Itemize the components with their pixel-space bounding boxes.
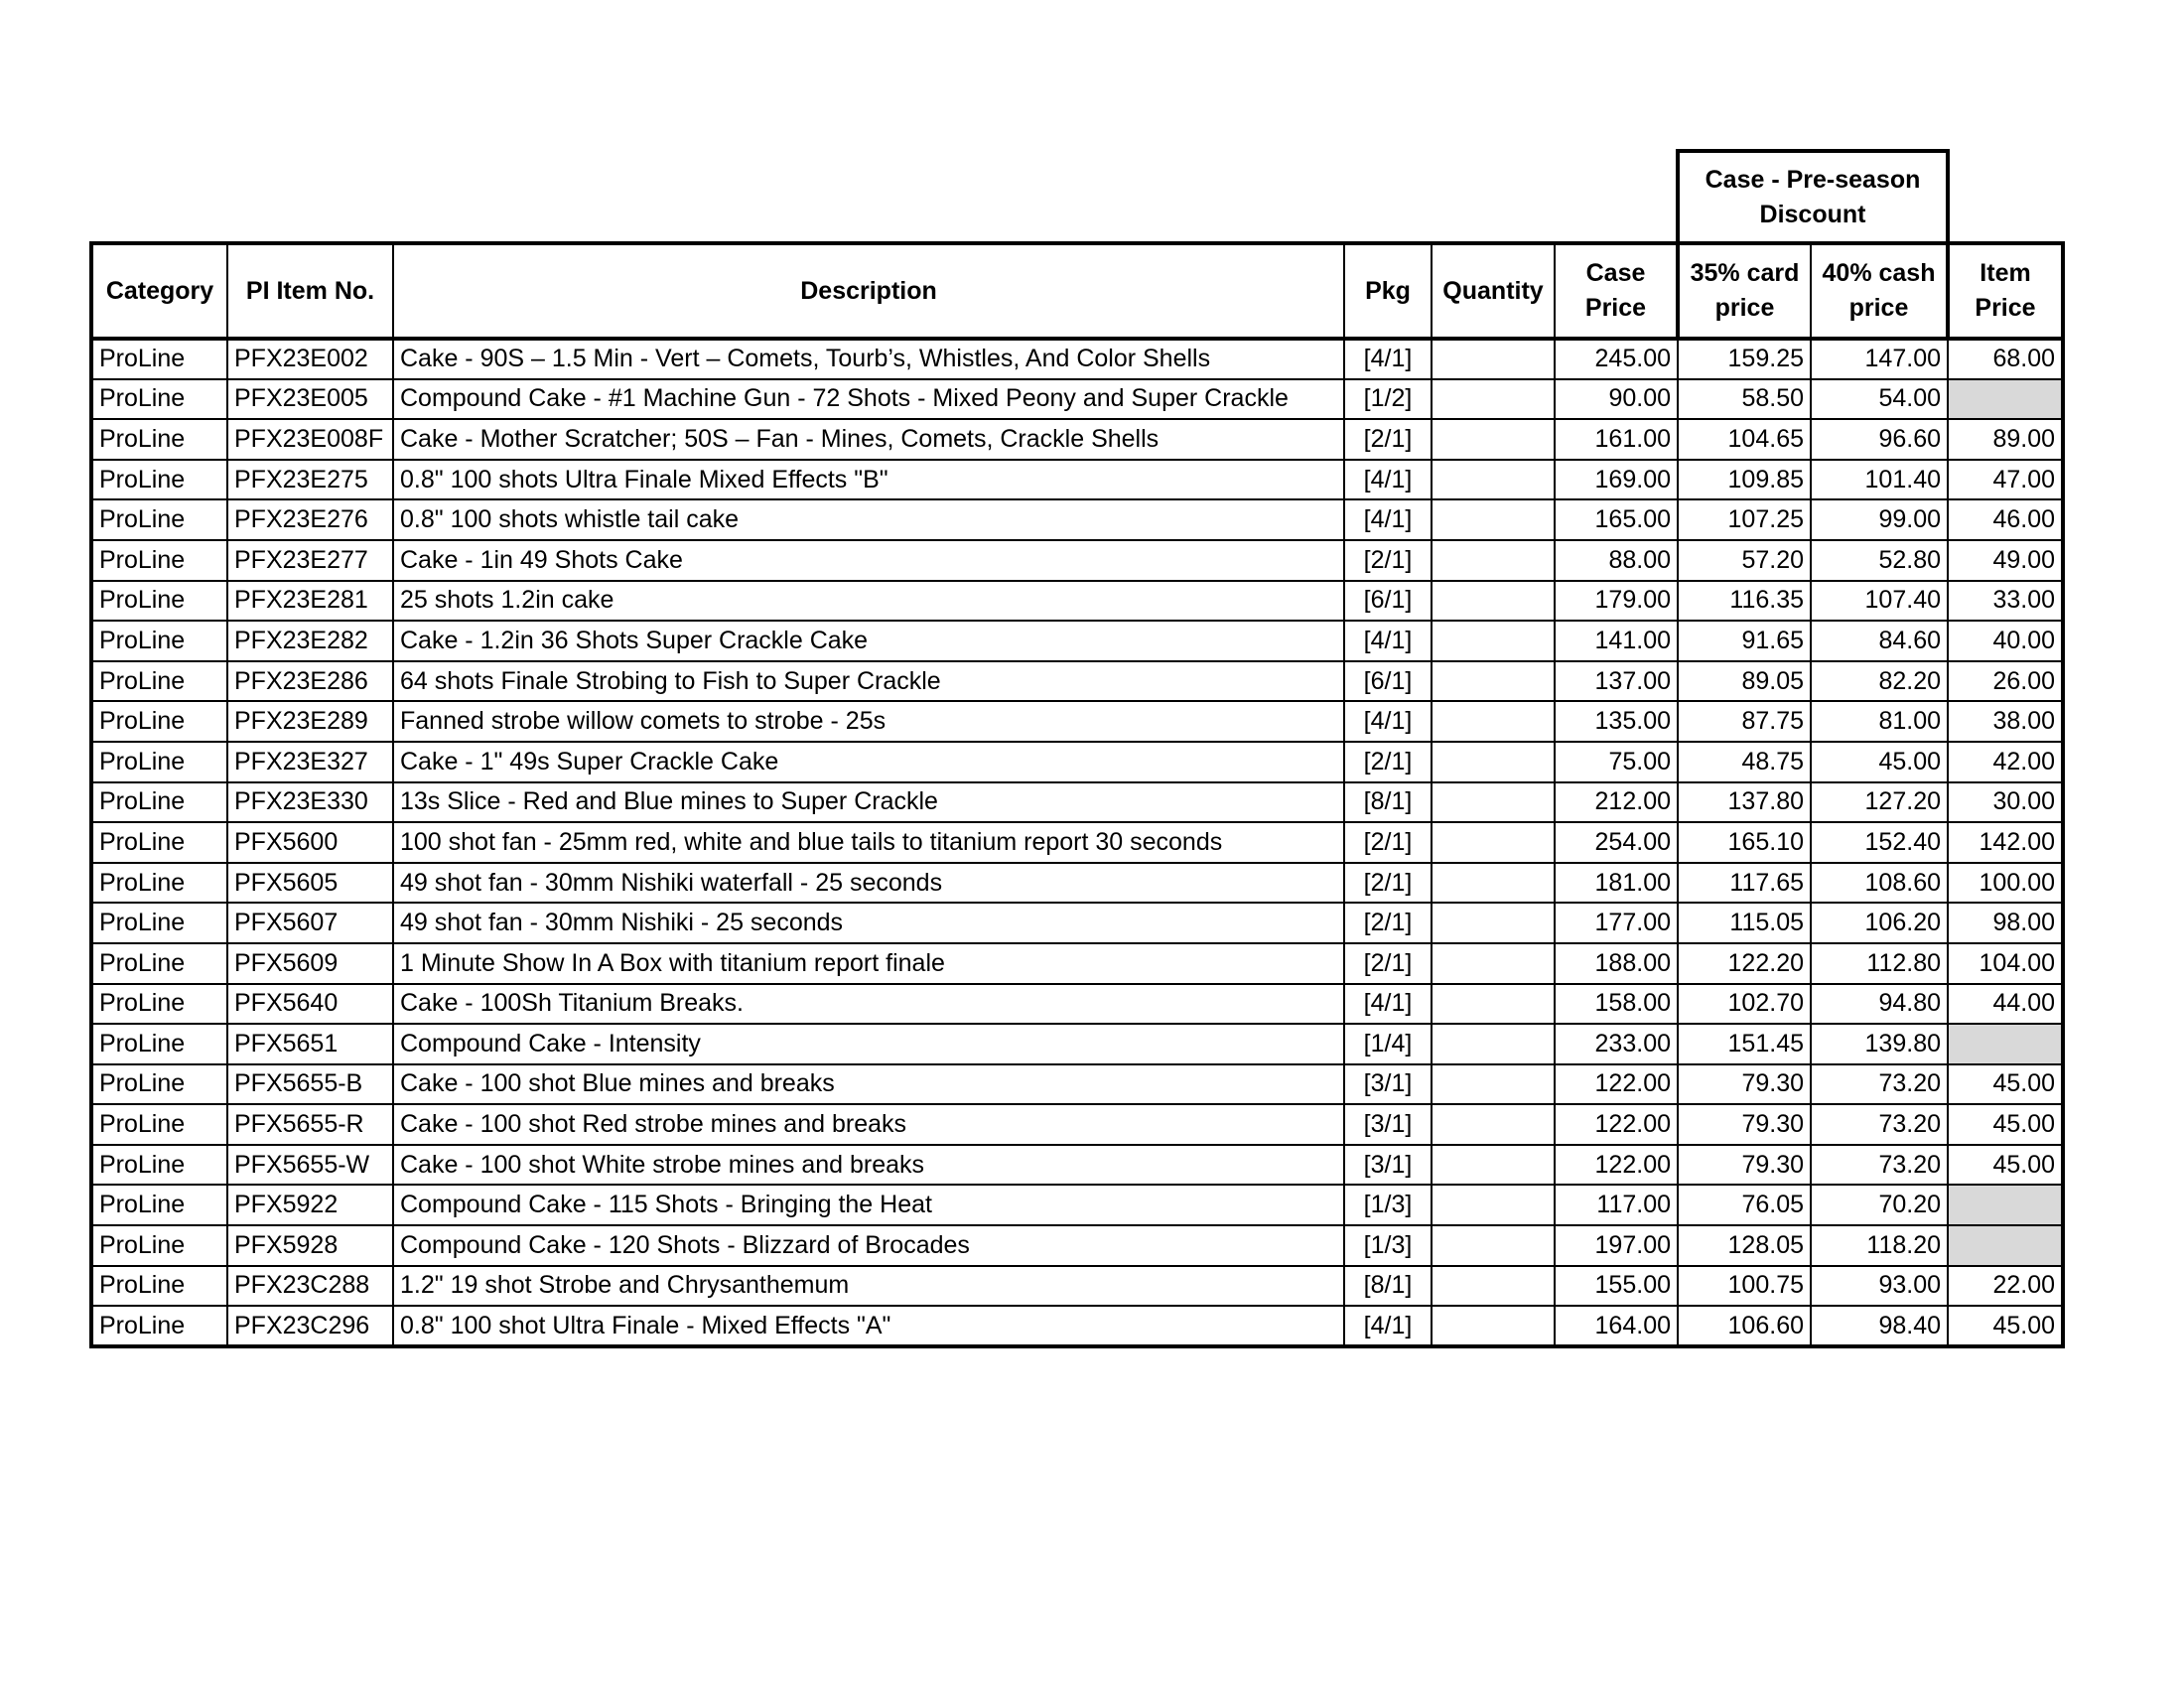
cell-category: ProLine: [91, 1104, 227, 1145]
cell-pkg: [4/1]: [1344, 701, 1432, 742]
cell-item-price: 22.00: [1948, 1266, 2063, 1307]
cell-quantity: [1432, 1266, 1555, 1307]
cell-description: Compound Cake - 115 Shots - Bringing the Heat: [393, 1185, 1344, 1225]
cell-cash-price: 152.40: [1811, 822, 1948, 863]
cell-card-price: 76.05: [1678, 1185, 1811, 1225]
cell-card-price: 102.70: [1678, 984, 1811, 1025]
cell-quantity: [1432, 1064, 1555, 1105]
cell-category: ProLine: [91, 1185, 227, 1225]
table-row: [91, 581, 2063, 622]
cell-cash-price: 118.20: [1811, 1225, 1948, 1266]
cell-quantity: [1432, 499, 1555, 540]
cell-card-price: 79.30: [1678, 1145, 1811, 1186]
cell-item-no: PFX23C296: [227, 1306, 393, 1346]
cell-item-price: 46.00: [1948, 499, 2063, 540]
cell-description: 49 shot fan - 30mm Nishiki - 25 seconds: [393, 903, 1344, 943]
table-row: [91, 863, 2063, 904]
cell-description: Cake - 1in 49 Shots Cake: [393, 540, 1344, 581]
cell-description: 1.2" 19 shot Strobe and Chrysanthemum: [393, 1266, 1344, 1307]
header-case-price: Case Price: [1555, 243, 1678, 339]
header-pkg: Pkg: [1344, 243, 1432, 339]
cell-cash-price: 45.00: [1811, 742, 1948, 782]
cell-description: 0.8" 100 shots Ultra Finale Mixed Effects "B": [393, 460, 1344, 500]
cell-quantity: [1432, 782, 1555, 823]
cell-description: 25 shots 1.2in cake: [393, 581, 1344, 622]
cell-category: ProLine: [91, 419, 227, 460]
cell-category: ProLine: [91, 379, 227, 420]
price-list-body: [91, 339, 2063, 1346]
cell-item-no: PFX5609: [227, 943, 393, 984]
cell-case-price: 177.00: [1555, 903, 1678, 943]
cell-case-price: 137.00: [1555, 661, 1678, 702]
cell-description: 49 shot fan - 30mm Nishiki waterfall - 25 seconds: [393, 863, 1344, 904]
cell-item-no: PFX23C288: [227, 1266, 393, 1307]
cell-item-no: PFX5600: [227, 822, 393, 863]
table-row: [91, 499, 2063, 540]
header-card-price: 35% card price: [1678, 243, 1811, 339]
cell-card-price: 79.30: [1678, 1104, 1811, 1145]
cell-item-no: PFX23E327: [227, 742, 393, 782]
cell-card-price: 159.25: [1678, 339, 1811, 379]
cell-item-no: PFX5651: [227, 1024, 393, 1064]
cell-case-price: 212.00: [1555, 782, 1678, 823]
group-header-spacer: [91, 151, 1555, 243]
table-row: [91, 460, 2063, 500]
cell-case-price: 122.00: [1555, 1145, 1678, 1186]
group-header-spacer: [1555, 151, 1678, 243]
table-row: [91, 984, 2063, 1025]
cell-description: 64 shots Finale Strobing to Fish to Super Crackle: [393, 661, 1344, 702]
cell-item-price: 47.00: [1948, 460, 2063, 500]
cell-case-price: 245.00: [1555, 339, 1678, 379]
cell-pkg: [4/1]: [1344, 339, 1432, 379]
cell-description: Compound Cake - Intensity: [393, 1024, 1344, 1064]
cell-category: ProLine: [91, 701, 227, 742]
cell-item-no: PFX23E275: [227, 460, 393, 500]
cell-pkg: [1/3]: [1344, 1225, 1432, 1266]
header-item-price: Item Price: [1948, 243, 2063, 339]
cell-pkg: [6/1]: [1344, 581, 1432, 622]
cell-case-price: 164.00: [1555, 1306, 1678, 1346]
cell-pkg: [2/1]: [1344, 540, 1432, 581]
cell-quantity: [1432, 1145, 1555, 1186]
cell-pkg: [4/1]: [1344, 1306, 1432, 1346]
cell-cash-price: 82.20: [1811, 661, 1948, 702]
table-row: [91, 742, 2063, 782]
cell-case-price: 179.00: [1555, 581, 1678, 622]
table-row: [91, 1306, 2063, 1346]
cell-pkg: [1/4]: [1344, 1024, 1432, 1064]
cell-case-price: 158.00: [1555, 984, 1678, 1025]
cell-item-no: PFX23E282: [227, 621, 393, 661]
cell-quantity: [1432, 1225, 1555, 1266]
cell-category: ProLine: [91, 943, 227, 984]
cell-item-price: 100.00: [1948, 863, 2063, 904]
cell-item-no: PFX5655-R: [227, 1104, 393, 1145]
cell-description: Cake - Mother Scratcher; 50S – Fan - Mines, Comets, Crackle Shells: [393, 419, 1344, 460]
cell-item-price: 89.00: [1948, 419, 2063, 460]
cell-item-no: PFX5928: [227, 1225, 393, 1266]
cell-cash-price: 96.60: [1811, 419, 1948, 460]
cell-cash-price: 108.60: [1811, 863, 1948, 904]
cell-item-price: [1948, 1185, 2063, 1225]
cell-card-price: 115.05: [1678, 903, 1811, 943]
cell-item-price: 42.00: [1948, 742, 2063, 782]
table-row: [91, 1104, 2063, 1145]
cell-quantity: [1432, 742, 1555, 782]
cell-item-no: PFX23E289: [227, 701, 393, 742]
cell-quantity: [1432, 540, 1555, 581]
cell-item-price: [1948, 1225, 2063, 1266]
cell-quantity: [1432, 863, 1555, 904]
cell-cash-price: 73.20: [1811, 1145, 1948, 1186]
cell-description: Fanned strobe willow comets to strobe - 25s: [393, 701, 1344, 742]
cell-item-no: PFX23E281: [227, 581, 393, 622]
cell-case-price: 188.00: [1555, 943, 1678, 984]
cell-description: 0.8" 100 shot Ultra Finale - Mixed Effects "A": [393, 1306, 1344, 1346]
cell-item-price: 98.00: [1948, 903, 2063, 943]
cell-quantity: [1432, 581, 1555, 622]
cell-pkg: [4/1]: [1344, 499, 1432, 540]
pre-season-discount-header: Case - Pre-season Discount: [1678, 151, 1948, 243]
cell-item-price: 33.00: [1948, 581, 2063, 622]
cell-case-price: 169.00: [1555, 460, 1678, 500]
price-list-table: [89, 149, 2065, 1348]
cell-cash-price: 99.00: [1811, 499, 1948, 540]
cell-item-no: PFX23E277: [227, 540, 393, 581]
cell-card-price: 107.25: [1678, 499, 1811, 540]
table-row: [91, 621, 2063, 661]
cell-case-price: 181.00: [1555, 863, 1678, 904]
cell-card-price: 48.75: [1678, 742, 1811, 782]
cell-item-no: PFX5607: [227, 903, 393, 943]
cell-item-price: [1948, 1024, 2063, 1064]
cell-item-price: 45.00: [1948, 1104, 2063, 1145]
cell-quantity: [1432, 1024, 1555, 1064]
cell-pkg: [3/1]: [1344, 1145, 1432, 1186]
cell-quantity: [1432, 1306, 1555, 1346]
cell-case-price: 117.00: [1555, 1185, 1678, 1225]
group-header-spacer: [1948, 151, 2063, 243]
table-row: [91, 701, 2063, 742]
cell-item-price: 104.00: [1948, 943, 2063, 984]
cell-quantity: [1432, 943, 1555, 984]
header-description: Description: [393, 243, 1344, 339]
cell-quantity: [1432, 701, 1555, 742]
cell-card-price: 165.10: [1678, 822, 1811, 863]
cell-category: ProLine: [91, 339, 227, 379]
cell-pkg: [2/1]: [1344, 822, 1432, 863]
table-row: [91, 1266, 2063, 1307]
header-category: Category: [91, 243, 227, 339]
cell-cash-price: 70.20: [1811, 1185, 1948, 1225]
cell-category: ProLine: [91, 621, 227, 661]
cell-pkg: [1/2]: [1344, 379, 1432, 420]
cell-cash-price: 106.20: [1811, 903, 1948, 943]
cell-card-price: 57.20: [1678, 540, 1811, 581]
cell-pkg: [3/1]: [1344, 1064, 1432, 1105]
cell-cash-price: 81.00: [1811, 701, 1948, 742]
cell-category: ProLine: [91, 499, 227, 540]
cell-pkg: [4/1]: [1344, 621, 1432, 661]
header-cash-price: 40% cash price: [1811, 243, 1948, 339]
cell-cash-price: 54.00: [1811, 379, 1948, 420]
table-row: [91, 1064, 2063, 1105]
cell-item-price: 30.00: [1948, 782, 2063, 823]
cell-card-price: 104.65: [1678, 419, 1811, 460]
cell-card-price: 106.60: [1678, 1306, 1811, 1346]
cell-cash-price: 52.80: [1811, 540, 1948, 581]
cell-cash-price: 107.40: [1811, 581, 1948, 622]
cell-item-price: 45.00: [1948, 1145, 2063, 1186]
cell-description: Compound Cake - 120 Shots - Blizzard of Brocades: [393, 1225, 1344, 1266]
table-row: [91, 339, 2063, 379]
cell-card-price: 79.30: [1678, 1064, 1811, 1105]
table-row: [91, 379, 2063, 420]
cell-quantity: [1432, 621, 1555, 661]
cell-card-price: 91.65: [1678, 621, 1811, 661]
table-row: [91, 419, 2063, 460]
cell-item-price: 142.00: [1948, 822, 2063, 863]
cell-description: Compound Cake - #1 Machine Gun - 72 Shots - Mixed Peony and Super Crackle: [393, 379, 1344, 420]
cell-item-no: PFX23E002: [227, 339, 393, 379]
cell-quantity: [1432, 822, 1555, 863]
cell-description: Cake - 1.2in 36 Shots Super Crackle Cake: [393, 621, 1344, 661]
cell-case-price: 254.00: [1555, 822, 1678, 863]
cell-cash-price: 139.80: [1811, 1024, 1948, 1064]
cell-pkg: [8/1]: [1344, 1266, 1432, 1307]
cell-pkg: [4/1]: [1344, 984, 1432, 1025]
cell-pkg: [3/1]: [1344, 1104, 1432, 1145]
cell-item-price: 44.00: [1948, 984, 2063, 1025]
cell-category: ProLine: [91, 460, 227, 500]
cell-item-price: 38.00: [1948, 701, 2063, 742]
cell-pkg: [2/1]: [1344, 863, 1432, 904]
cell-description: 100 shot fan - 25mm red, white and blue tails to titanium report 30 seconds: [393, 822, 1344, 863]
cell-item-price: 68.00: [1948, 339, 2063, 379]
cell-cash-price: 94.80: [1811, 984, 1948, 1025]
cell-item-price: 49.00: [1948, 540, 2063, 581]
table-row: [91, 1145, 2063, 1186]
cell-category: ProLine: [91, 863, 227, 904]
cell-category: ProLine: [91, 822, 227, 863]
cell-description: 0.8" 100 shots whistle tail cake: [393, 499, 1344, 540]
cell-case-price: 122.00: [1555, 1064, 1678, 1105]
column-header-row: [91, 243, 2063, 339]
cell-item-no: PFX23E286: [227, 661, 393, 702]
cell-card-price: 89.05: [1678, 661, 1811, 702]
cell-item-no: PFX23E276: [227, 499, 393, 540]
cell-cash-price: 112.80: [1811, 943, 1948, 984]
cell-case-price: 122.00: [1555, 1104, 1678, 1145]
cell-description: Cake - 100 shot Blue mines and breaks: [393, 1064, 1344, 1105]
cell-category: ProLine: [91, 903, 227, 943]
cell-description: 13s Slice - Red and Blue mines to Super Crackle: [393, 782, 1344, 823]
cell-card-price: 87.75: [1678, 701, 1811, 742]
cell-card-price: 117.65: [1678, 863, 1811, 904]
cell-card-price: 122.20: [1678, 943, 1811, 984]
table-row: [91, 903, 2063, 943]
cell-item-no: PFX5655-W: [227, 1145, 393, 1186]
cell-pkg: [2/1]: [1344, 419, 1432, 460]
cell-card-price: 58.50: [1678, 379, 1811, 420]
cell-category: ProLine: [91, 1064, 227, 1105]
header-quantity: Quantity: [1432, 243, 1555, 339]
cell-card-price: 116.35: [1678, 581, 1811, 622]
cell-pkg: [1/3]: [1344, 1185, 1432, 1225]
cell-item-price: 26.00: [1948, 661, 2063, 702]
cell-cash-price: 93.00: [1811, 1266, 1948, 1307]
cell-category: ProLine: [91, 661, 227, 702]
cell-quantity: [1432, 339, 1555, 379]
cell-case-price: 90.00: [1555, 379, 1678, 420]
table-row: [91, 782, 2063, 823]
cell-description: Cake - 90S – 1.5 Min - Vert – Comets, Tourb’s, Whistles, And Color Shells: [393, 339, 1344, 379]
cell-quantity: [1432, 1185, 1555, 1225]
cell-quantity: [1432, 460, 1555, 500]
cell-case-price: 197.00: [1555, 1225, 1678, 1266]
cell-case-price: 135.00: [1555, 701, 1678, 742]
cell-pkg: [2/1]: [1344, 943, 1432, 984]
cell-quantity: [1432, 379, 1555, 420]
cell-category: ProLine: [91, 984, 227, 1025]
cell-quantity: [1432, 419, 1555, 460]
cell-quantity: [1432, 1104, 1555, 1145]
cell-cash-price: 73.20: [1811, 1104, 1948, 1145]
cell-case-price: 75.00: [1555, 742, 1678, 782]
cell-pkg: [2/1]: [1344, 742, 1432, 782]
cell-cash-price: 101.40: [1811, 460, 1948, 500]
cell-card-price: 100.75: [1678, 1266, 1811, 1307]
cell-card-price: 151.45: [1678, 1024, 1811, 1064]
cell-item-no: PFX5640: [227, 984, 393, 1025]
table-row: [91, 1225, 2063, 1266]
cell-category: ProLine: [91, 782, 227, 823]
cell-description: 1 Minute Show In A Box with titanium report finale: [393, 943, 1344, 984]
table-row: [91, 540, 2063, 581]
cell-item-no: PFX5605: [227, 863, 393, 904]
cell-quantity: [1432, 661, 1555, 702]
cell-card-price: 137.80: [1678, 782, 1811, 823]
cell-item-no: PFX5922: [227, 1185, 393, 1225]
cell-cash-price: 147.00: [1811, 339, 1948, 379]
cell-cash-price: 127.20: [1811, 782, 1948, 823]
cell-description: Cake - 100 shot White strobe mines and breaks: [393, 1145, 1344, 1186]
cell-item-no: PFX23E005: [227, 379, 393, 420]
cell-category: ProLine: [91, 540, 227, 581]
cell-category: ProLine: [91, 1024, 227, 1064]
cell-category: ProLine: [91, 1306, 227, 1346]
cell-category: ProLine: [91, 581, 227, 622]
table-row: [91, 822, 2063, 863]
cell-case-price: 141.00: [1555, 621, 1678, 661]
cell-item-no: PFX23E008F: [227, 419, 393, 460]
cell-case-price: 155.00: [1555, 1266, 1678, 1307]
cell-description: Cake - 100 shot Red strobe mines and breaks: [393, 1104, 1344, 1145]
cell-item-price: [1948, 379, 2063, 420]
group-header-row: [91, 151, 2063, 243]
cell-case-price: 161.00: [1555, 419, 1678, 460]
cell-item-price: 45.00: [1948, 1064, 2063, 1105]
cell-card-price: 128.05: [1678, 1225, 1811, 1266]
table-row: [91, 1185, 2063, 1225]
cell-description: Cake - 100Sh Titanium Breaks.: [393, 984, 1344, 1025]
cell-category: ProLine: [91, 1225, 227, 1266]
cell-item-no: PFX23E330: [227, 782, 393, 823]
cell-case-price: 165.00: [1555, 499, 1678, 540]
cell-card-price: 109.85: [1678, 460, 1811, 500]
cell-description: Cake - 1" 49s Super Crackle Cake: [393, 742, 1344, 782]
table-row: [91, 943, 2063, 984]
cell-pkg: [6/1]: [1344, 661, 1432, 702]
cell-cash-price: 84.60: [1811, 621, 1948, 661]
cell-item-price: 40.00: [1948, 621, 2063, 661]
cell-cash-price: 73.20: [1811, 1064, 1948, 1105]
table-row: [91, 661, 2063, 702]
cell-pkg: [4/1]: [1344, 460, 1432, 500]
cell-cash-price: 98.40: [1811, 1306, 1948, 1346]
cell-category: ProLine: [91, 742, 227, 782]
header-item-no: PI Item No.: [227, 243, 393, 339]
table-row: [91, 1024, 2063, 1064]
cell-pkg: [2/1]: [1344, 903, 1432, 943]
cell-pkg: [8/1]: [1344, 782, 1432, 823]
cell-category: ProLine: [91, 1145, 227, 1186]
cell-category: ProLine: [91, 1266, 227, 1307]
cell-item-no: PFX5655-B: [227, 1064, 393, 1105]
cell-case-price: 233.00: [1555, 1024, 1678, 1064]
cell-quantity: [1432, 903, 1555, 943]
cell-quantity: [1432, 984, 1555, 1025]
cell-case-price: 88.00: [1555, 540, 1678, 581]
cell-item-price: 45.00: [1948, 1306, 2063, 1346]
